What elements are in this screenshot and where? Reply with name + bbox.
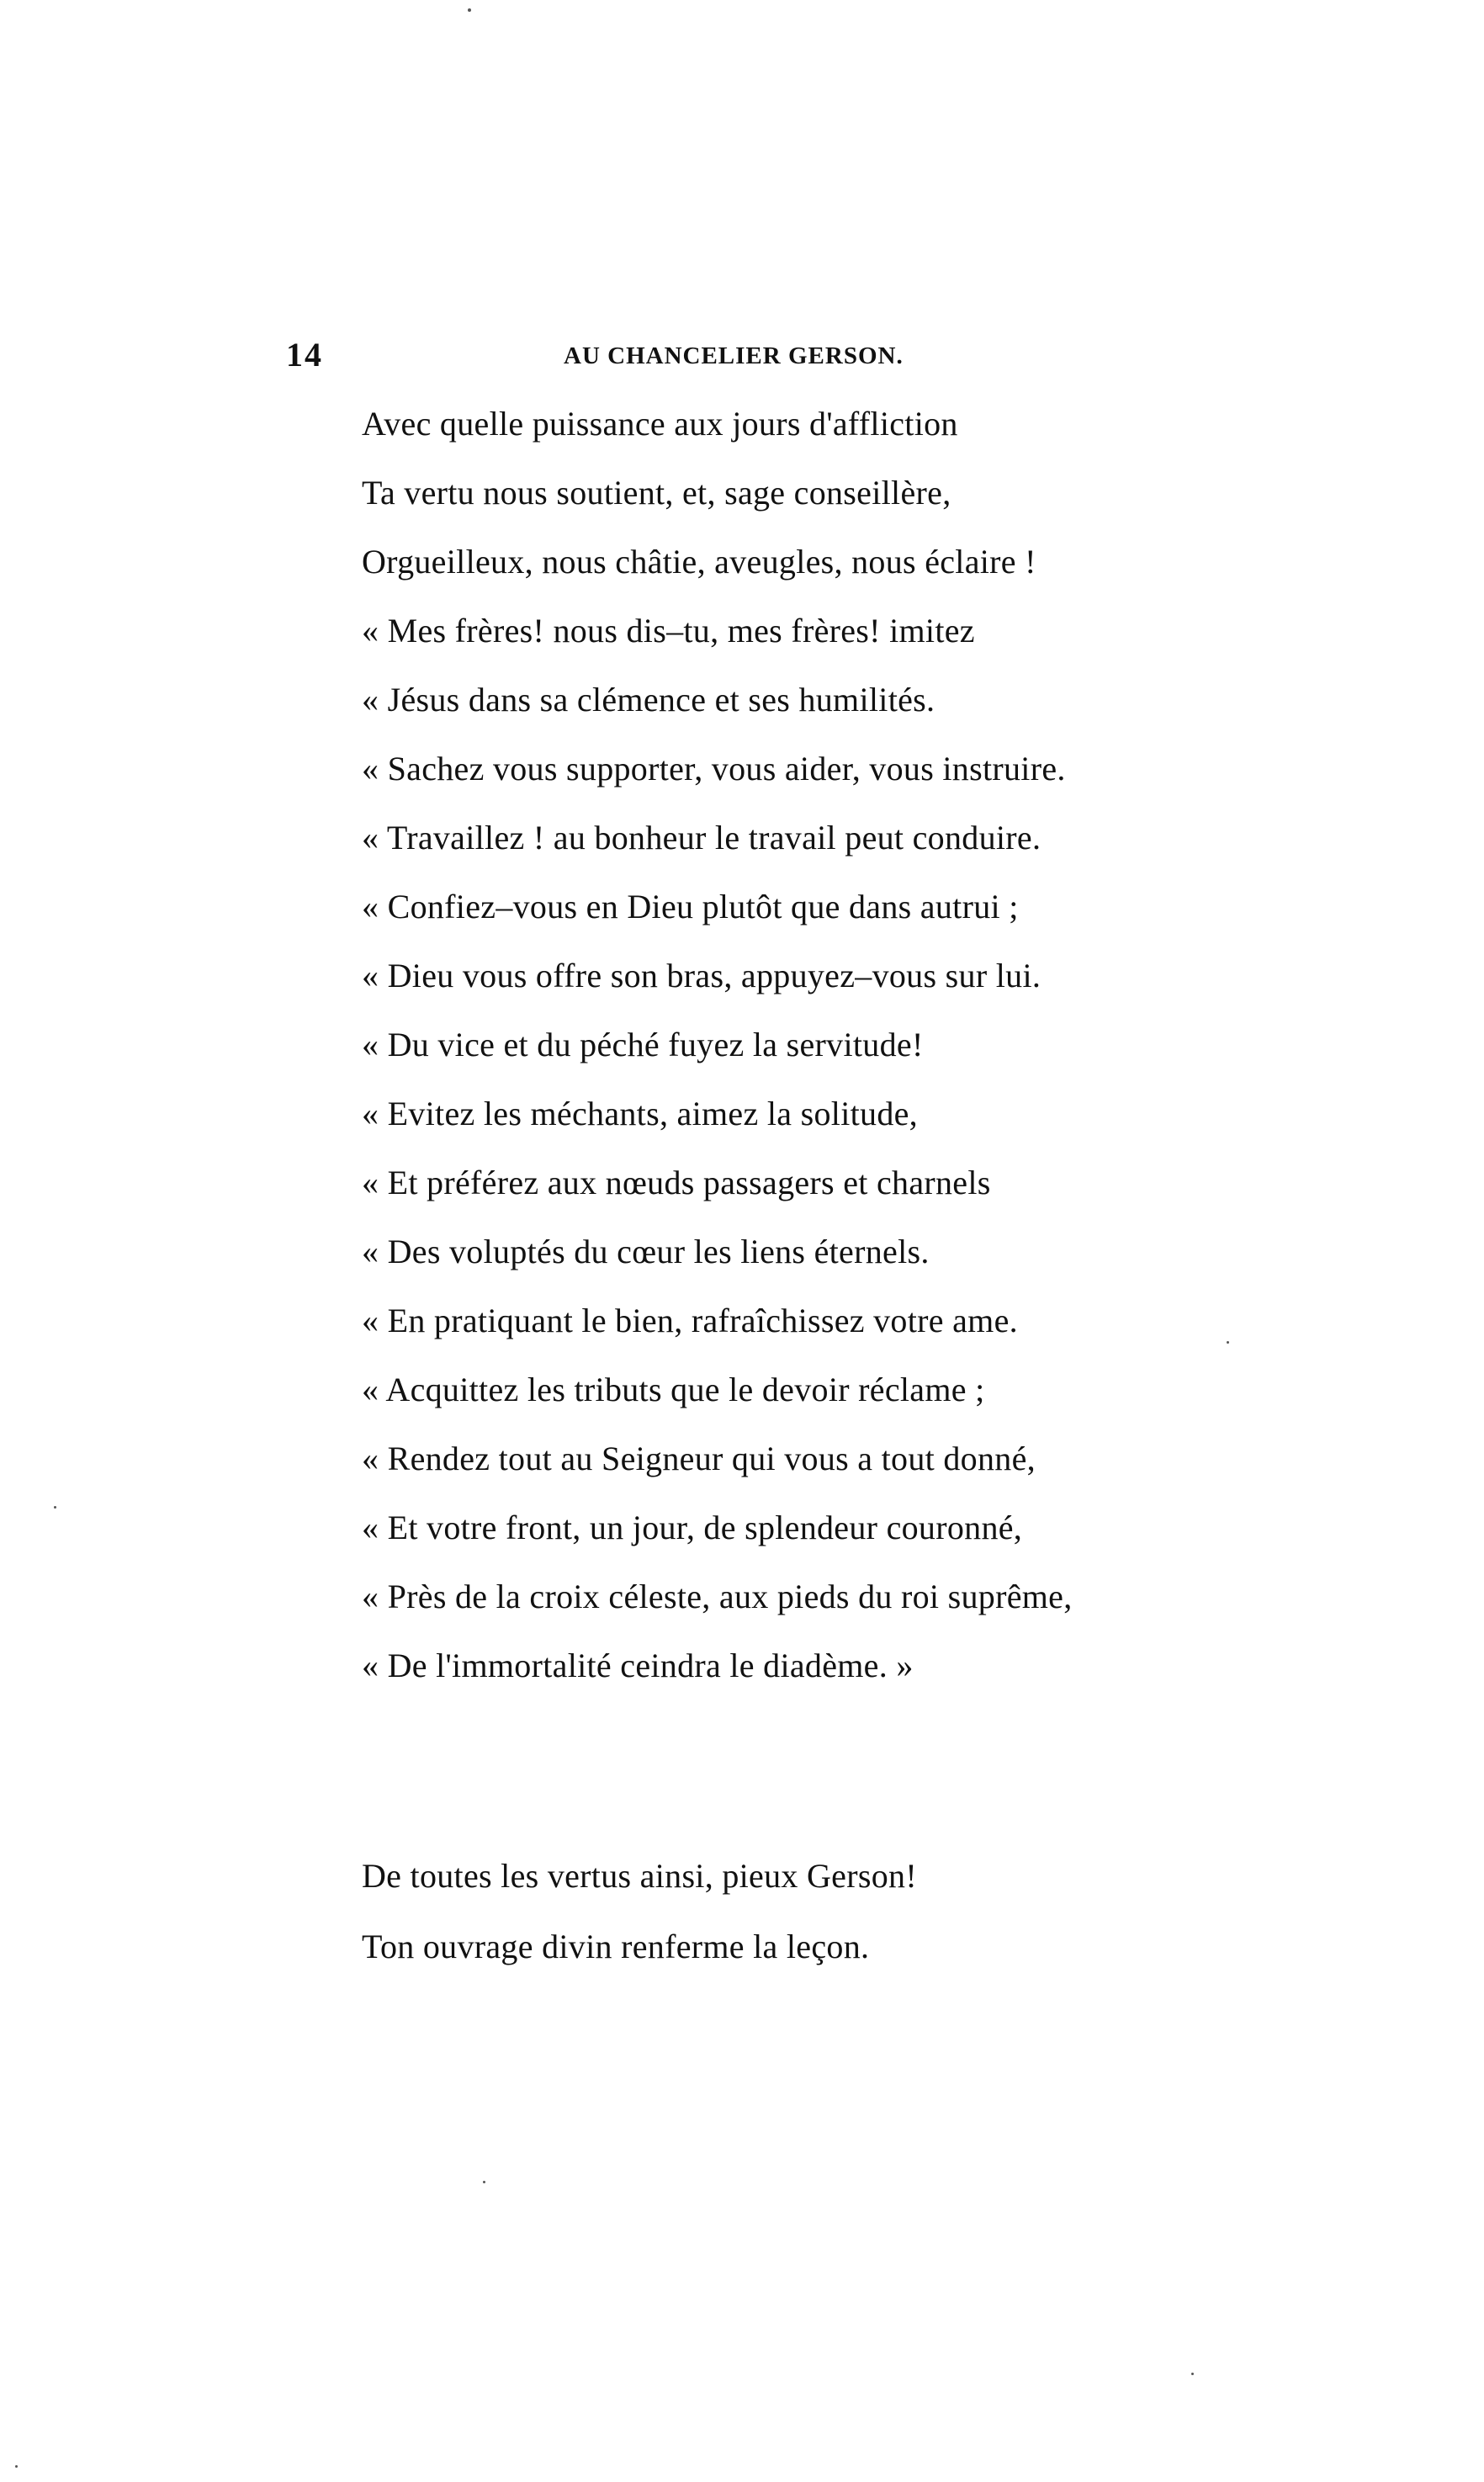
verse-line: « Evitez les méchants, aimez la solitude, [362, 1095, 918, 1132]
paper-speck [54, 1506, 56, 1509]
verse-line: « Jésus dans sa clémence et ses humilités. [362, 681, 935, 719]
verse-line: « Du vice et du péché fuyez la servitude! [362, 1026, 924, 1063]
paper-speck [468, 8, 471, 12]
paper-speck [15, 2465, 18, 2468]
verse-line: « Acquittez les tributs que le devoir réclame ; [362, 1371, 985, 1408]
paper-speck [1227, 1341, 1229, 1344]
verse-line: Ton ouvrage divin renferme la leçon. [362, 1928, 870, 1965]
verse-line: Avec quelle puissance aux jours d'affliction [362, 405, 958, 443]
verse-line: « Des voluptés du cœur les liens éternels. [362, 1233, 930, 1270]
verse-line: « Près de la croix céleste, aux pieds du roi suprême, [362, 1578, 1073, 1615]
poem-closing-stanza [362, 1849, 917, 1991]
verse-line: « Travaillez ! au bonheur le travail peut conduire. [362, 819, 1041, 857]
verse-line: « Rendez tout au Seigneur qui vous a tout donné, [362, 1440, 1036, 1477]
verse-line: « Dieu vous offre son bras, appuyez–vous sur lui. [362, 957, 1041, 994]
verse-line: De toutes les vertus ainsi, pieux Gerson! [362, 1857, 917, 1895]
verse-line: « De l'immortalité ceindra le diadème. » [362, 1647, 914, 1684]
verse-line: « Et votre front, un jour, de splendeur couronné, [362, 1509, 1023, 1546]
paper-speck [483, 2181, 485, 2183]
verse-line: « Sachez vous supporter, vous aider, vous instruire. [362, 750, 1066, 788]
verse-line: « Et préférez aux nœuds passagers et charnels [362, 1164, 991, 1201]
verse-line: « Confiez–vous en Dieu plutôt que dans autrui ; [362, 888, 1019, 925]
page-number: 14 [286, 336, 323, 374]
poem-main-stanza [362, 397, 1073, 1708]
paper-speck [1191, 2373, 1194, 2375]
verse-line: Ta vertu nous soutient, et, sage conseillère, [362, 474, 951, 512]
verse-line: « Mes frères! nous dis–tu, mes frères! imitez [362, 612, 975, 650]
verse-line: « En pratiquant le bien, rafraîchissez votre ame. [362, 1302, 1018, 1339]
running-title: AU CHANCELIER GERSON. [564, 342, 904, 369]
verse-line: Orgueilleux, nous châtie, aveugles, nous éclaire ! [362, 543, 1036, 581]
